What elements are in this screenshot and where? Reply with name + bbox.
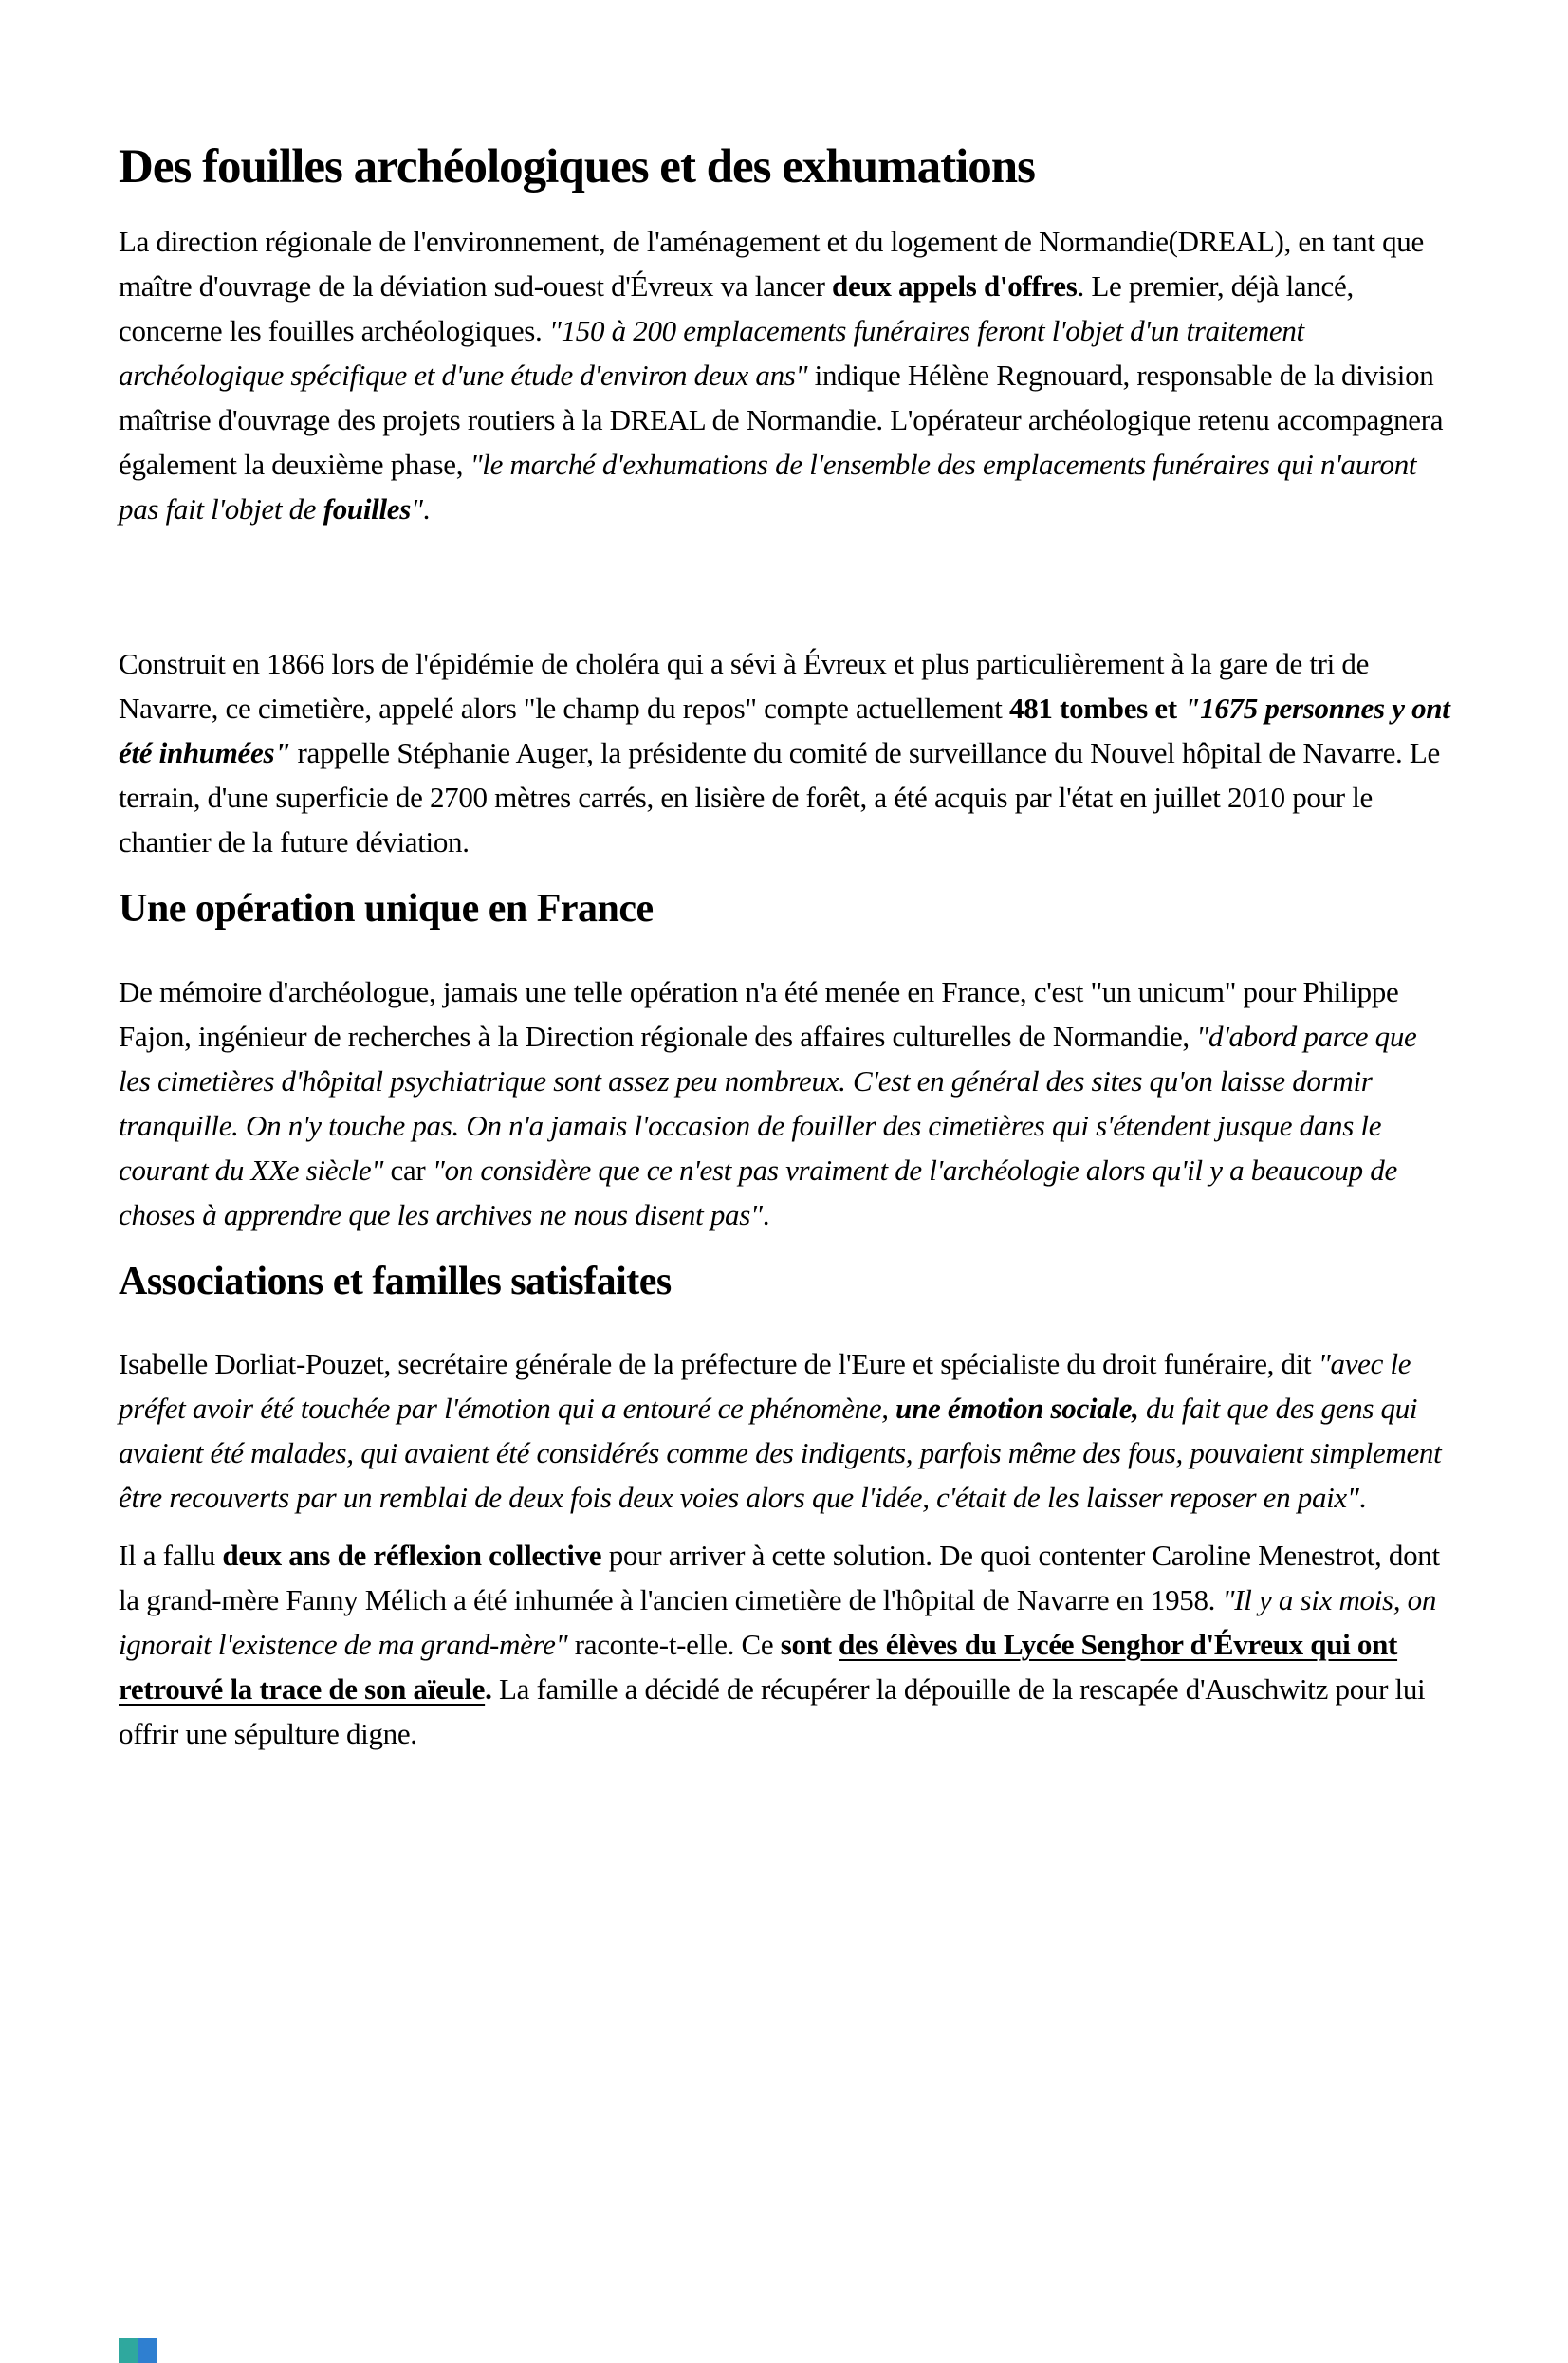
text-run: "on considère que ce n'est pas vraiment de l'archéologie alors qu'il y a beaucoup de choses à apprendre que les archives ne nous disent pas" (119, 1153, 1397, 1231)
text-run: une émotion sociale, (895, 1391, 1139, 1425)
paragraph-unique-operation (119, 969, 1451, 1237)
article (0, 138, 1568, 1756)
text-run: Isabelle Dorliat-Pouzet, secrétaire générale de la préfecture de l'Eure et spécialiste du droit funéraire, dit (119, 1346, 1319, 1380)
text-run: deux appels d'offres (832, 269, 1078, 304)
text-run: deux ans de réflexion collective (222, 1538, 602, 1572)
text-run: La famille a décidé de récupérer la dépouille de la rescapée d'Auschwitz pour lui offrir une sépulture digne. (119, 1671, 1426, 1750)
paragraph-families (119, 1533, 1451, 1756)
text-run: De mémoire d'archéologue, jamais une telle opération n'a été menée en France, c'est "un unicum" pour Philippe Fajon, ingénieur de recherches à la Direction régionale des affaires culturelles de Normandie, (119, 974, 1399, 1053)
text-run: Il a fallu (119, 1538, 223, 1572)
text-run: "Il y a six mois, on ignorait l'existence de ma grand-mère" (119, 1582, 1437, 1661)
text-run: Construit en 1866 lors de l'épidémie de choléra qui a sévi à Évreux et plus particulièrement à la gare de tri de Navarre, ce cimetière, appelé alors "le champ du repos" compte actuellement (119, 647, 1370, 726)
section-heading-unique-operation: Une opération unique en France (119, 887, 654, 932)
text-run: rappelle Stéphanie Auger, la présidente du comité de surveillance du Nouvel hôpital de Navarre. Le terrain, d'une superficie de 2700 mètres carrés, en lisière de forêt, a été acquis par l'état en juillet 2010 pour le chantier de la future déviation. (119, 736, 1441, 859)
text-run: indique Hélène Regnouard, responsable de la division maîtrise d'ouvrage des projets routiers à la DREAL de Normandie. L'opérateur archéologique retenu accompagnera également la deuxième phase, (119, 359, 1444, 482)
text-run: "le marché d'exhumations de l'ensemble des emplacements funéraires qui n'auront pas fait l'objet de (119, 448, 1417, 526)
fragment-color-right (138, 2338, 157, 2363)
text-run: La direction régionale de l'environnement, de l'aménagement et du logement de Normandie(DREAL), en tant que maître d'ouvrage de la déviation sud-ouest d'Évreux va lancer (119, 225, 1424, 304)
text-run: . (422, 492, 431, 526)
text-run: raconte-t-elle. Ce (567, 1627, 781, 1661)
text-run: sont (780, 1627, 839, 1661)
text-run: du fait que des gens qui avaient été malades, qui avaient été considérés comme des indigents, parfois même des fous, pouvaient simplement être recouverts par un remblai de deux fois deux voies alors que l'idée, c'était de les laisser reposer en paix" (119, 1391, 1442, 1514)
paragraph-prefecture (119, 1341, 1451, 1520)
text-run: "d'abord parce que les cimetières d'hôpital psychiatrique sont assez peu nombreux. C'est en général des sites qu'on laisse dormir tranquille. On n'y touche pas. On n'a jamais l'occasion de fouiller des cimetières qui s'étendent jusque dans le courant du XXe siècle" (119, 1019, 1417, 1187)
text-run: "avec le préfet avoir été touchée par l'émotion qui a entouré ce phénomène, (119, 1346, 1411, 1425)
text-run: . (485, 1671, 492, 1706)
text-run: pour arriver à cette solution. De quoi contenter Caroline Menestrot, dont la grand-mère Fanny Mélich a été inhumée à l'ancien cimetière de l'hôpital de Navarre en 1958. (119, 1538, 1440, 1616)
fragment-color-left (119, 2338, 138, 2363)
text-run: "1675 personnes y ont été inhumées" (119, 692, 1450, 770)
document-page (0, 138, 1568, 2357)
text-run: " (410, 492, 423, 526)
text-run: "150 à 200 emplacements funéraires feront l'objet d'un traitement archéologique spécifique et d'une étude d'environ deux ans" (119, 314, 1304, 393)
paragraph-intro (119, 219, 1451, 531)
text-run: car (383, 1153, 433, 1187)
text-run: . Le premier, déjà lancé, concerne les fouilles archéologiques. (119, 269, 1354, 348)
text-run: . (762, 1197, 770, 1231)
text-run: . (1358, 1480, 1367, 1514)
article-title: Des fouilles archéologiques et des exhumations (119, 140, 1035, 194)
paragraph-cemetery-history (119, 641, 1451, 864)
section-heading-associations: Associations et familles satisfaites (119, 1259, 672, 1303)
text-run: 481 tombes et (1009, 692, 1185, 726)
text-run: fouilles (323, 492, 411, 526)
cropped-bottom-image-fragment (119, 2338, 157, 2363)
text-run: des élèves du Lycée Senghor d'Évreux qui ont retrouvé la trace de son aïeule (119, 1627, 1398, 1706)
